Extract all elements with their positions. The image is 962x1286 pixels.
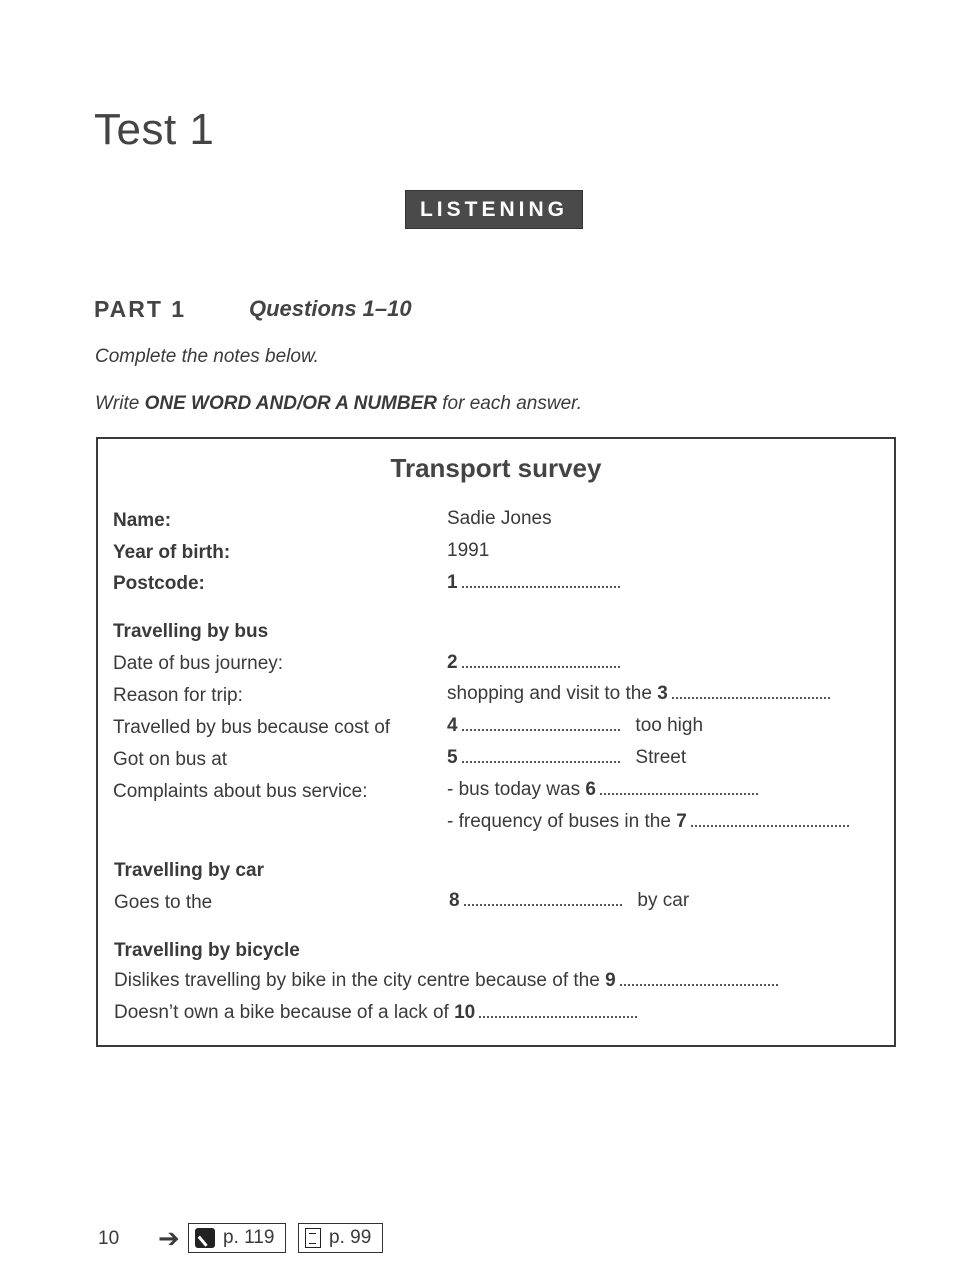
notes-box <box>96 437 896 1047</box>
year-label: Year of birth: <box>113 542 231 563</box>
answer-blank <box>479 1012 637 1018</box>
answer-blank <box>691 821 849 827</box>
bike-1-prefix: Dislikes travelling by bike in the city centre because of the <box>114 970 600 991</box>
question-number: 1 <box>447 572 458 593</box>
instruction-complete: Complete the notes below. <box>95 346 319 367</box>
document-icon <box>305 1228 321 1248</box>
answer-blank <box>462 725 620 731</box>
name-label: Name: <box>113 510 172 531</box>
answer-3[interactable] <box>447 684 830 703</box>
instruction-suffix: for each answer. <box>437 393 583 414</box>
answer-blank <box>600 789 758 795</box>
answer-blank <box>462 582 620 588</box>
reason-prefix: shopping and visit to the <box>447 683 652 704</box>
answer-blank <box>672 693 830 699</box>
car-heading: Travelling by car <box>114 860 264 881</box>
question-number: 6 <box>585 779 596 800</box>
reference-page: p. 119 <box>223 1227 275 1248</box>
got-on-suffix: Street <box>635 747 687 768</box>
bus-date-label: Date of bus journey: <box>113 653 284 674</box>
cost-label: Travelled by bus because cost of <box>113 717 391 738</box>
cost-suffix: too high <box>635 715 704 736</box>
question-number: 4 <box>447 715 458 736</box>
complaint-2-prefix: - frequency of buses in the <box>447 811 671 832</box>
questions-label: Questions 1–10 <box>249 296 412 321</box>
name-value: Sadie Jones <box>447 508 552 529</box>
answer-5[interactable] <box>447 748 686 767</box>
bus-heading: Travelling by bus <box>113 621 269 642</box>
answer-2[interactable] <box>447 653 620 672</box>
postcode-label: Postcode: <box>113 573 205 594</box>
answer-10[interactable] <box>114 1003 637 1022</box>
pencil-icon <box>195 1228 215 1248</box>
instruction-bold: ONE WORD AND/OR A NUMBER <box>144 393 437 414</box>
car-suffix: by car <box>637 890 690 911</box>
arrow-right-icon: ➔ <box>158 1223 180 1253</box>
car-label: Goes to the <box>114 892 213 913</box>
question-number: 7 <box>676 811 687 832</box>
part-label: PART 1 <box>94 296 187 322</box>
answer-blank <box>464 900 622 906</box>
question-number: 10 <box>454 1002 476 1023</box>
instruction-prefix: Write <box>95 393 145 414</box>
answer-blank <box>462 757 620 763</box>
question-number: 2 <box>447 652 458 673</box>
answer-4[interactable] <box>447 716 703 735</box>
reference-answers[interactable] <box>298 1223 383 1253</box>
year-value: 1991 <box>447 540 490 561</box>
question-number: 9 <box>605 970 616 991</box>
bike-2-prefix: Doesn’t own a bike because of a lack of <box>114 1002 449 1023</box>
answer-6[interactable] <box>447 780 758 799</box>
notes-title: Transport survey <box>390 453 602 483</box>
question-number: 8 <box>449 890 460 911</box>
answer-9[interactable] <box>114 971 778 990</box>
reference-page: p. 99 <box>329 1227 372 1248</box>
answer-7[interactable] <box>447 812 849 831</box>
bike-heading: Travelling by bicycle <box>114 940 300 961</box>
reference-audioscript[interactable] <box>188 1223 286 1253</box>
got-on-label: Got on bus at <box>113 749 228 770</box>
page-title: Test 1 <box>94 105 215 154</box>
question-number: 3 <box>657 683 668 704</box>
answer-blank <box>462 662 620 668</box>
complaints-label: Complaints about bus service: <box>113 781 368 802</box>
instruction-write <box>95 393 582 415</box>
question-number: 5 <box>447 747 458 768</box>
answer-1[interactable] <box>447 573 620 592</box>
section-banner: LISTENING <box>405 190 583 229</box>
reason-label: Reason for trip: <box>113 685 243 706</box>
complaint-1-prefix: - bus today was <box>447 779 581 800</box>
page-number: 10 <box>98 1228 120 1249</box>
answer-blank <box>620 980 778 986</box>
answer-8[interactable] <box>449 891 689 910</box>
